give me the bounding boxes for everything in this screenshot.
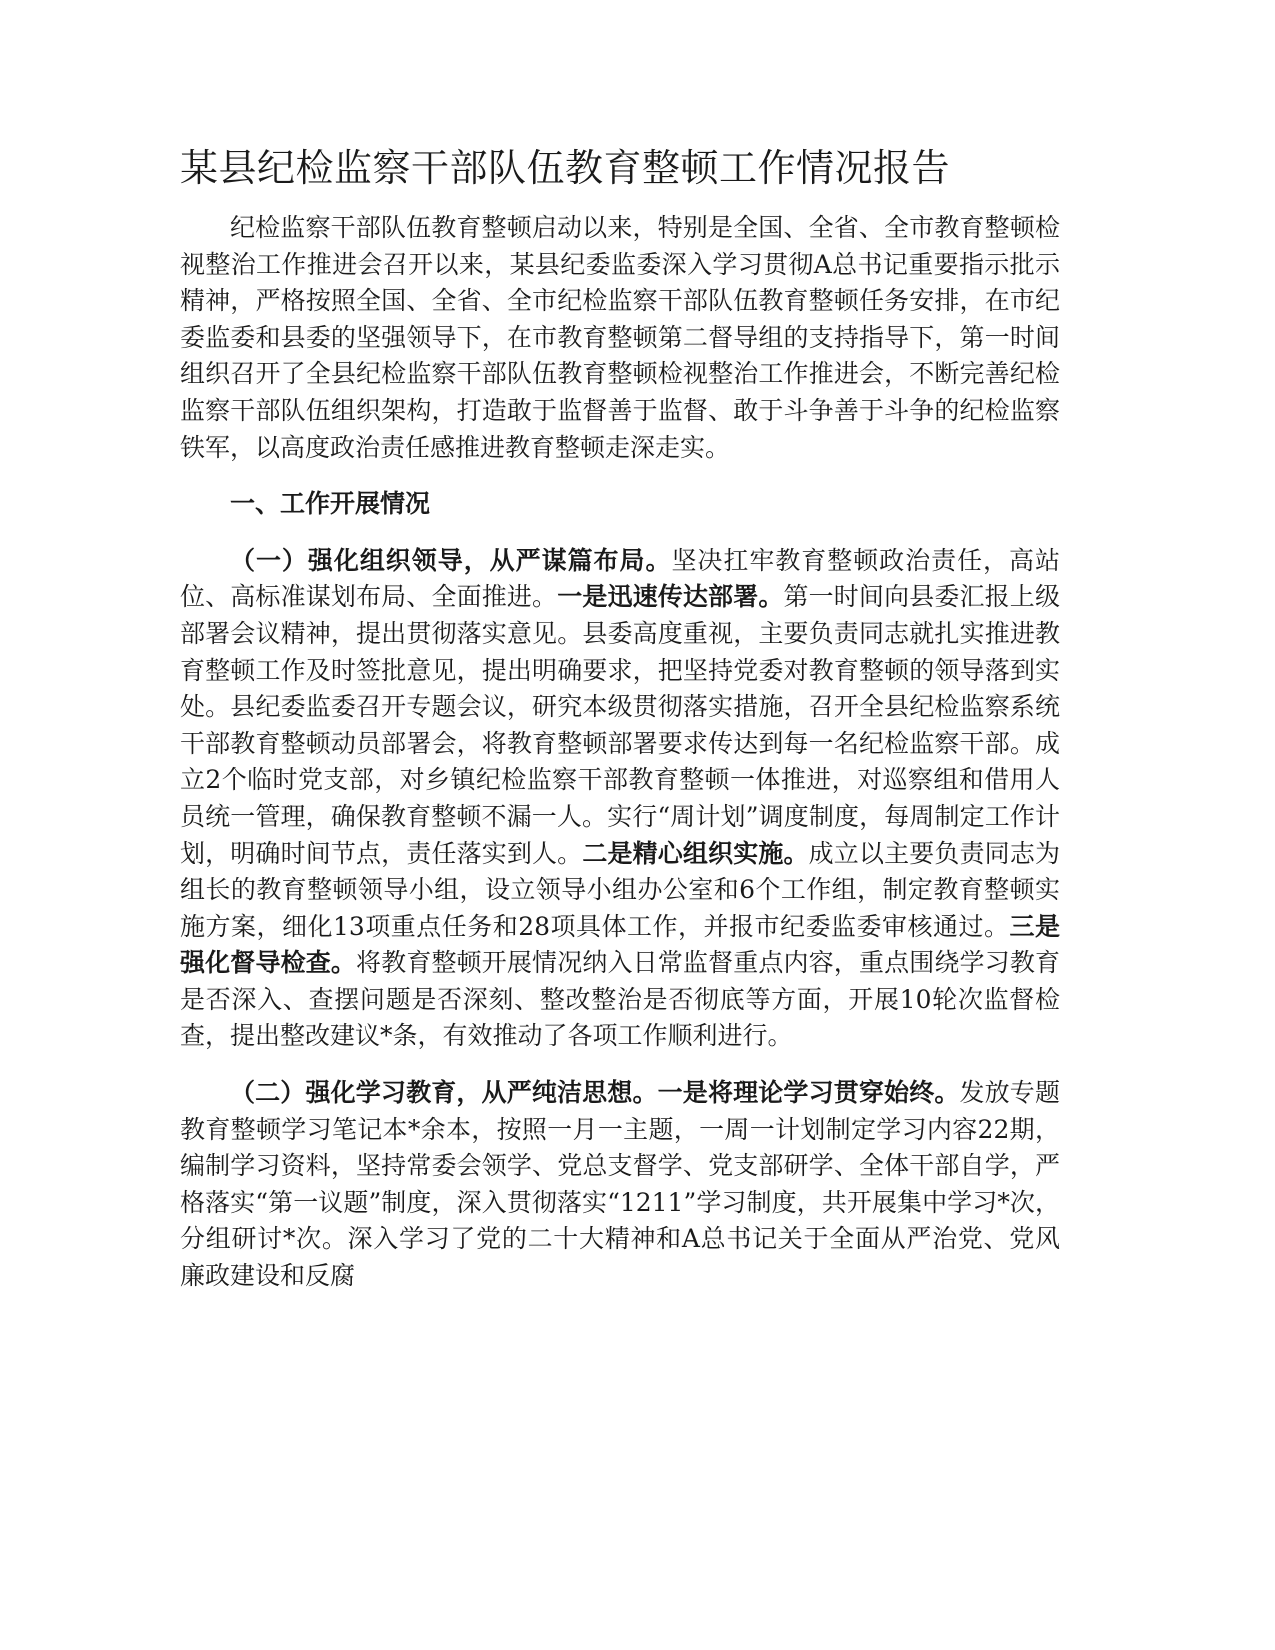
- spacer: [180, 523, 1060, 543]
- document-title: 某县纪检监察干部队伍教育整顿工作情况报告: [180, 146, 951, 190]
- item-lead: （二）强化学习教育，从严纯洁思想。: [230, 1078, 658, 1108]
- item-text: 将教育整顿开展情况纳入日常监督重点内容，重点围绕学习教育是否深入、查摆问题是否深刻、整改整治是否彻底等方面，开展10轮次监督检查，提出整改建议*条，有效推动了各项工作顺利进行。: [180, 948, 1060, 1051]
- item-point: 一是将理论学习贯穿始终。: [657, 1078, 960, 1108]
- section-item-2: [180, 1075, 1060, 1295]
- item-point: 三是强化督导检查。: [180, 911, 1060, 978]
- item-text: 坚决扛牢教育整顿政治责任，高站位、高标准谋划布局、全面推进。: [180, 545, 1060, 612]
- item-text: 成立以主要负责同志为组长的教育整顿领导小组，设立领导小组办公室和6个工作组，制定教育整顿实施方案，细化13项重点任务和28项具体工作，并报市纪委监委审核通过。: [180, 838, 1060, 941]
- section-item-1: [180, 543, 1060, 1055]
- intro-paragraph: 纪检监察干部队伍教育整顿启动以来，特别是全国、全省、全市教育整顿检视整治工作推进会召开以来，某县纪委监委深入学习贯彻A总书记重要指示批示精神，严格按照全国、全省、全市纪检监察干部队伍教育整顿任务安排，在市纪委监委和县委的坚强领导下，在市教育整顿第二督导组的支持指导下，第一时间组织召开了全县纪检监察干部队伍教育整顿检视整治工作推进会，不断完善纪检监察干部队伍组织架构，打造敢于监督善于监督、敢于斗争善于斗争的纪检监察铁军，以高度政治责任感推进教育整顿走深走实。: [180, 213, 1060, 462]
- spacer: [180, 1055, 1060, 1075]
- item-lead: （一）强化组织领导，从严谋篇布局。: [230, 545, 672, 575]
- spacer: [180, 466, 1060, 486]
- section-heading: 一、工作开展情况: [230, 489, 431, 519]
- item-point: 二是精心组织实施。: [582, 838, 809, 868]
- document-page: [180, 140, 1060, 1295]
- item-text: 发放专题教育整顿学习笔记本*余本，按照一月一主题，一周一计划制定学习内容22期，编制学习资料，坚持常委会领学、党总支督学、党支部研学、全体干部自学，严格落实“第一议题”制度，深入贯彻落实“1211”学习制度，共开展集中学习*次，分组研讨*次。深入学习了党的二十大精神和A总书记关于全面从严治党、党风廉政建设和反腐: [180, 1078, 1060, 1291]
- item-text: 第一时间向县委汇报上级部署会议精神，提出贯彻落实意见。县委高度重视，主要负责同志就扎实推进教育整顿工作及时签批意见，提出明确要求，把坚持党委对教育整顿的领导落到实处。县纪委监委召开专题会议，研究本级贯彻落实措施，召开全县纪检监察系统干部教育整顿动员部署会，将教育整顿部署要求传达到每一名纪检监察干部。成立2个临时党支部，对乡镇纪检监察干部教育整顿一体推进，对巡察组和借用人员统一管理，确保教育整顿不漏一人。实行“周计划”调度制度，每周制定工作计划，明确时间节点，责任落实到人。: [180, 582, 1060, 868]
- item-point: 一是迅速传达部署。: [557, 582, 784, 612]
